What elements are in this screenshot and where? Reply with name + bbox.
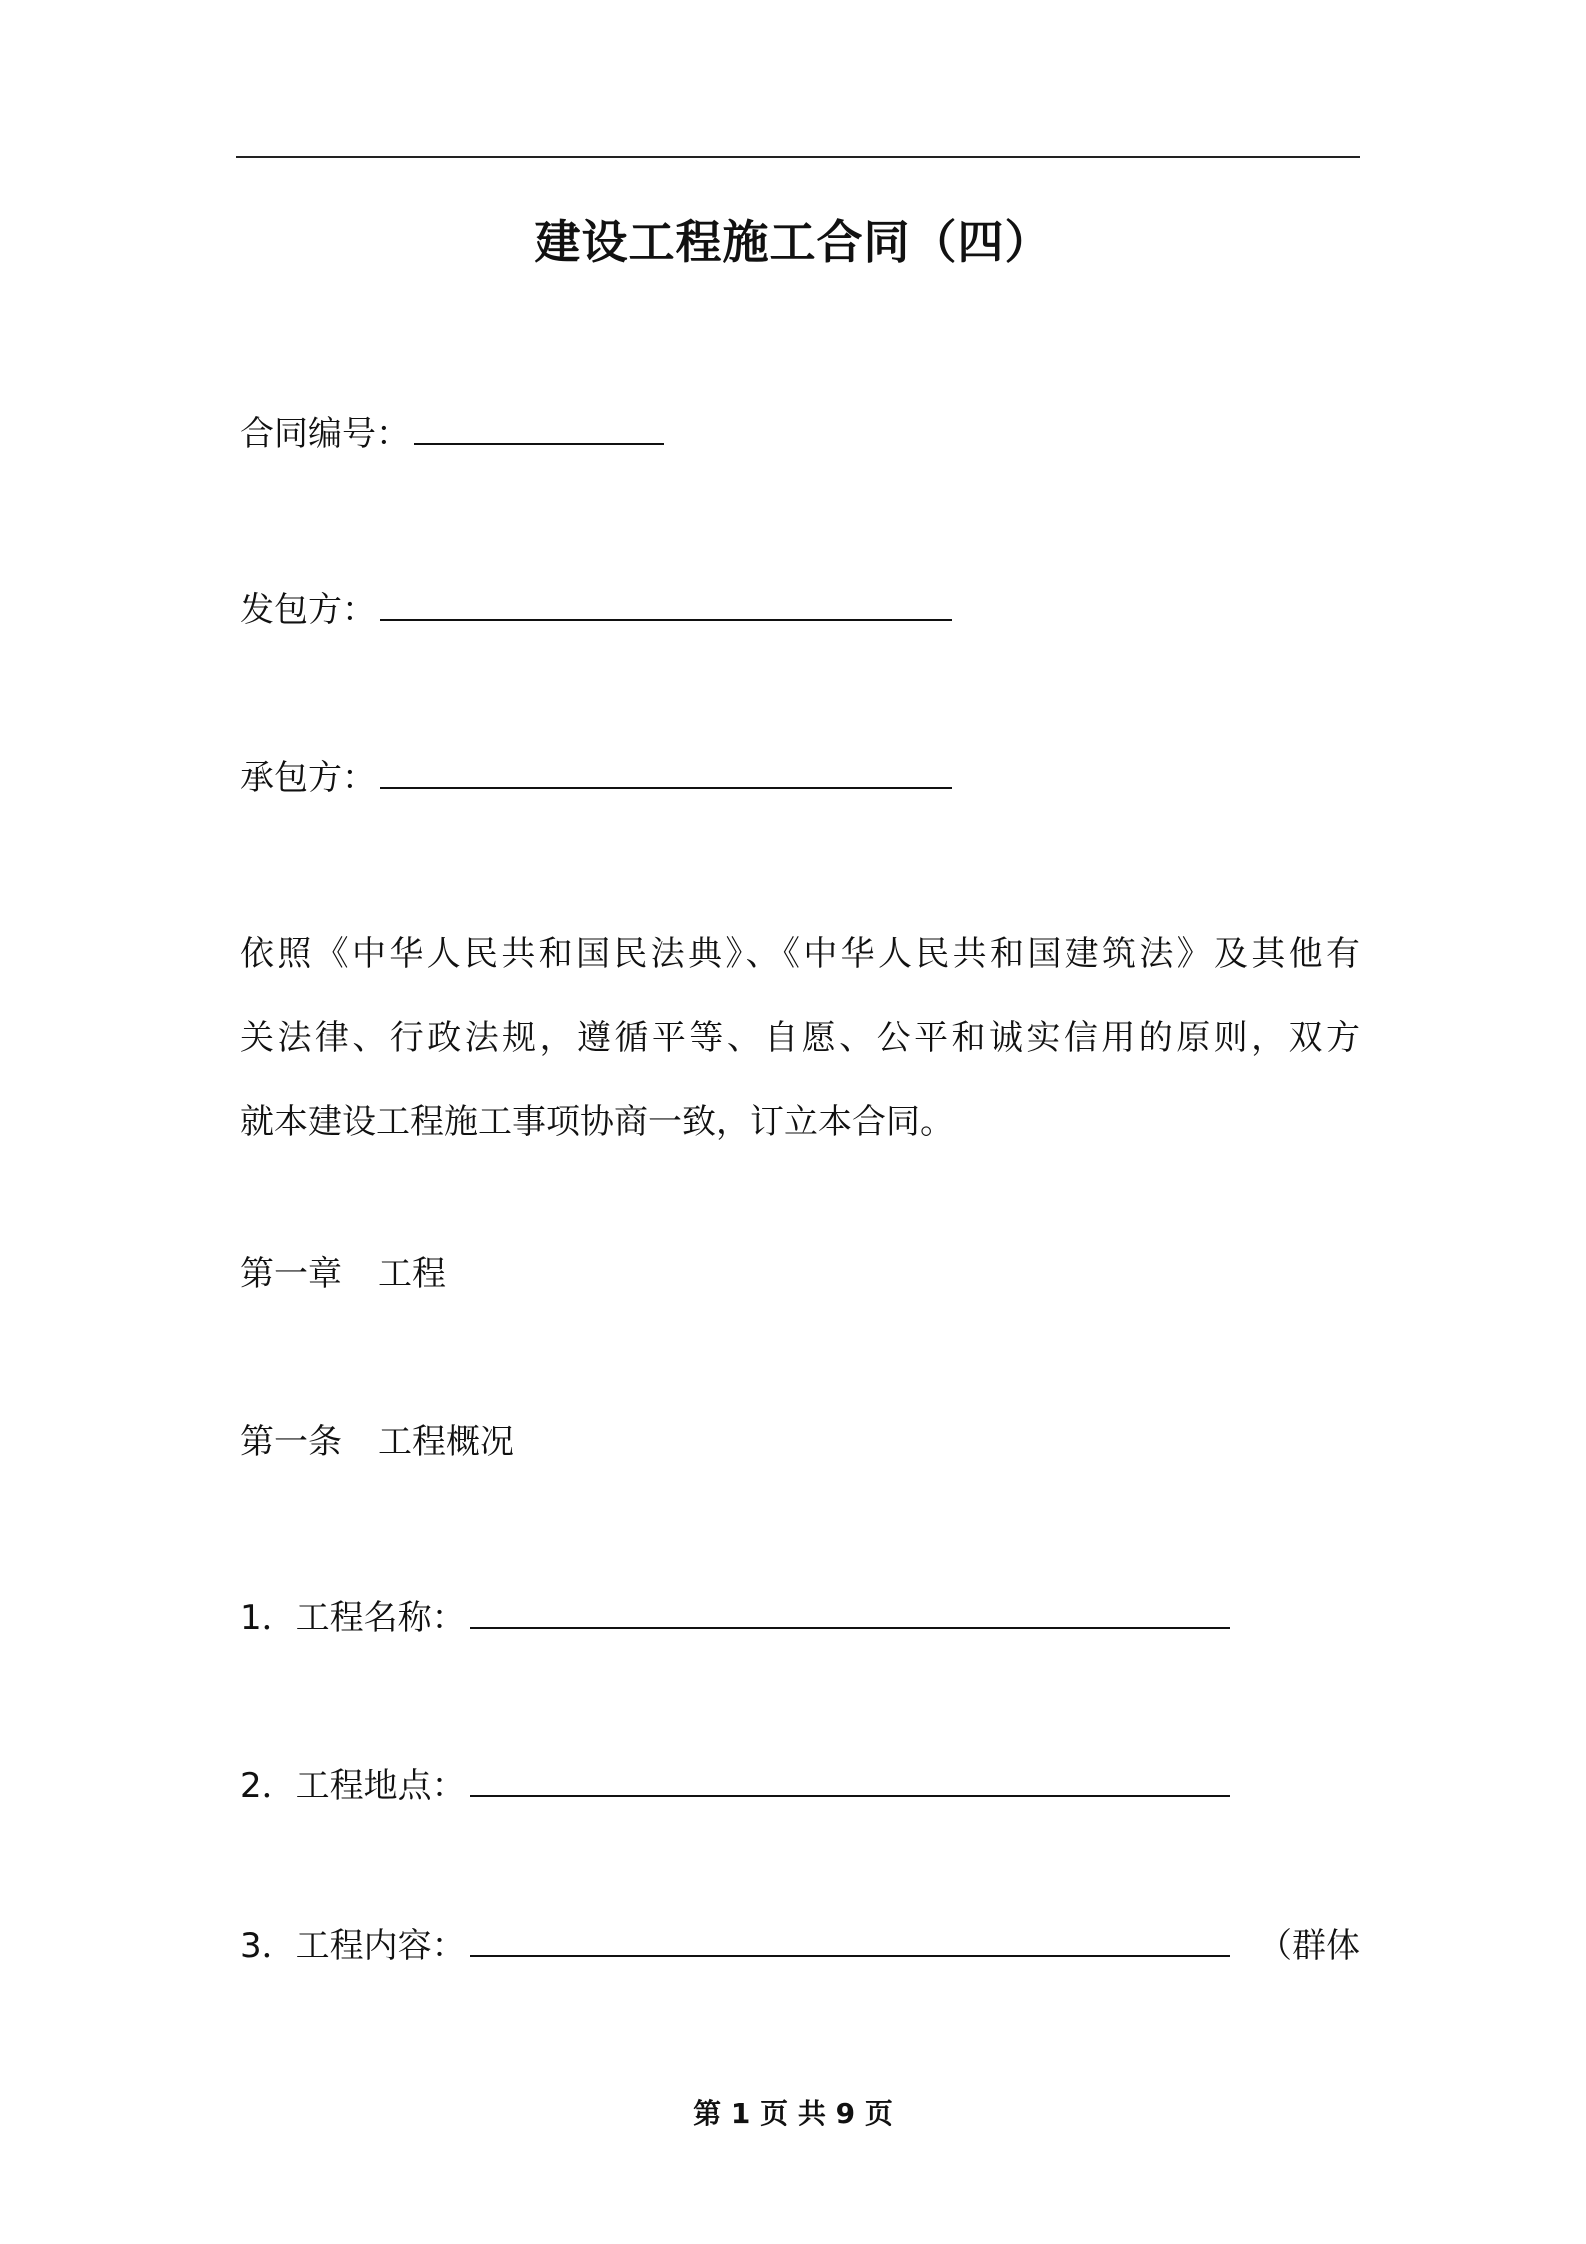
preamble-line: 依照《中华人民共和国民法典》、《中华人民共和国建筑法》及其他有 — [240, 934, 1360, 974]
project-content-blank[interactable] — [470, 1921, 1230, 1957]
employer-blank[interactable] — [380, 585, 952, 621]
project-content-label: 3．工程内容： — [240, 1926, 466, 1966]
chapter-number: 第一章 — [240, 1254, 342, 1294]
contractor-line — [240, 752, 952, 804]
employer-line — [240, 584, 952, 636]
header-rule — [236, 156, 1360, 158]
article-heading — [240, 1416, 514, 1468]
project-name-blank[interactable] — [470, 1593, 1230, 1629]
preamble-paragraph — [240, 912, 1360, 1164]
project-content-suffix: （群体 — [1258, 1926, 1360, 1966]
project-name-line — [240, 1592, 1230, 1644]
project-location-blank[interactable] — [470, 1761, 1230, 1797]
article-name: 工程概况 — [378, 1422, 514, 1462]
document-title: 建设工程施工合同（四） — [534, 215, 1052, 269]
contractor-blank[interactable] — [380, 753, 952, 789]
employer-label: 发包方： — [240, 590, 376, 630]
preamble-line: 关法律、行政法规，遵循平等、自愿、公平和诚实信用的原则，双方 — [240, 1018, 1360, 1058]
contractor-label: 承包方： — [240, 758, 376, 798]
project-location-label: 2．工程地点： — [240, 1766, 466, 1806]
project-name-label: 1．工程名称： — [240, 1598, 466, 1638]
project-location-line — [240, 1760, 1230, 1812]
chapter-name: 工程 — [378, 1254, 446, 1294]
chapter-heading — [240, 1248, 446, 1300]
contract-number-label: 合同编号： — [240, 414, 410, 454]
preamble-line: 就本建设工程施工事项协商一致，订立本合同。 — [240, 1102, 954, 1142]
contract-number-blank[interactable] — [414, 409, 664, 445]
page-indicator: 第 1 页 共 9 页 — [693, 2097, 893, 2130]
contract-number-line — [240, 408, 664, 460]
article-number: 第一条 — [240, 1422, 342, 1462]
project-content-line — [240, 1920, 1360, 1972]
